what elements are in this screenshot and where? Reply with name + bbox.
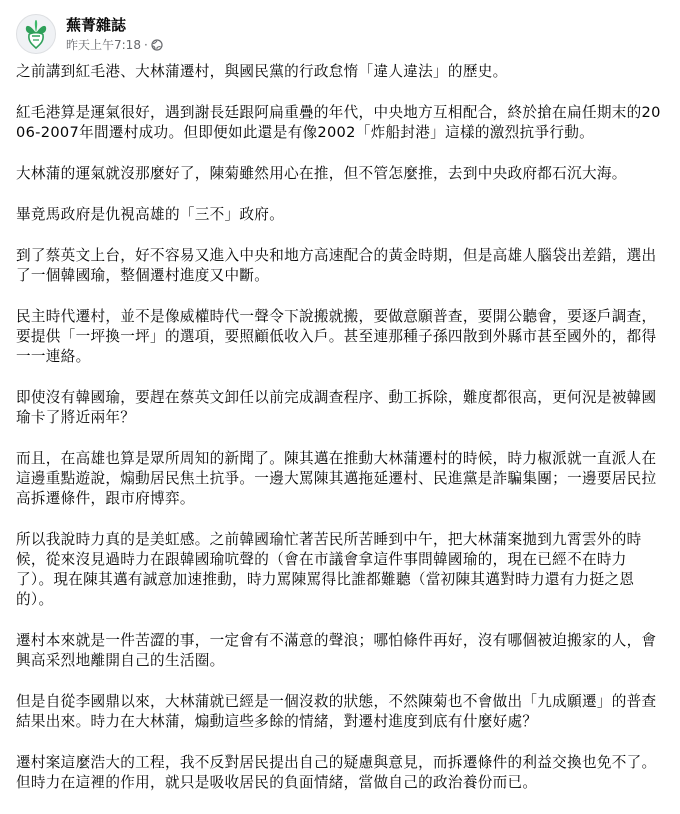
post-paragraph: 所以我說時力真的是美虹感。之前韓國瑜忙著苦民所苦睡到中午，把大林蒲案拋到九霄雲外的時候，從來沒見過時力在跟韓國瑜吭聲的（會在市議會拿這件事問韓國瑜的，現在已經不在時力了）。現在陳其邁有誠意加速推動，時力罵陳罵得比誰都難聽（當初陳其邁對時力還有力挺之恩的）。 — [16, 531, 642, 608]
post-paragraph: 遷村案這麼浩大的工程，我不反對居民提出自己的疑慮與意見，而拆遷條件的利益交換也免不了。但時力在這裡的作用，就只是吸收居民的負面情緒，當做自己的政治養份而已。 — [16, 754, 657, 791]
post-paragraph: 畢竟馬政府是仇視高雄的「三不」政府。 — [16, 206, 285, 223]
turnip-icon — [19, 17, 53, 51]
post-paragraph: 但是自從李國鼎以來，大林蒲就已經是一個沒救的狀態，不然陳菊也不會做出「九成願遷」的普查結果出來。時力在大林蒲，煽動這些多餘的情緒，對遷村進度到底有什麼好處？ — [16, 693, 657, 730]
post-paragraph: 到了蔡英文上台，好不容易又進入中央和地方高速配合的黃金時期，但是高雄人腦袋出差錯，選出了一個韓國瑜，整個遷村進度又中斷。 — [16, 247, 657, 284]
post-header — [16, 10, 163, 58]
page-name[interactable]: 蕪菁雜誌 — [66, 15, 127, 34]
post-time-row — [66, 37, 163, 53]
post-meta — [66, 16, 163, 53]
post-paragraph: 民主時代遷村，並不是像威權時代一聲令下說搬就搬，要做意願普查，要開公聽會，要逐戶調查，要提供「一坪換一坪」的選項，要照顧低收入戶。甚至連那種子孫四散到外縣市甚至國外的，都得一一連絡。 — [16, 308, 657, 365]
page-avatar[interactable] — [16, 14, 56, 54]
meta-separator: · — [143, 37, 148, 52]
post-paragraph: 大林蒲的運氣就沒那麼好了，陳菊雖然用心在推，但不管怎麼推，去到中央政府都石沉大海。 — [16, 165, 627, 182]
post-body — [16, 62, 664, 814]
post-paragraph: 紅毛港算是運氣很好，遇到謝長廷跟阿扁重疊的年代，中央地方互相配合，終於搶在扁任期末的2006-2007年間遷村成功。但即便如此還是有像2002「炸船封港」這樣的激烈抗爭行動。 — [16, 104, 661, 141]
post-timestamp[interactable]: 昨天上午7:18 — [66, 37, 141, 52]
globe-icon[interactable] — [151, 39, 163, 51]
post-paragraph: 即使沒有韓國瑜，要趕在蔡英文卸任以前完成調查程序、動工拆除，難度都很高，更何況是被韓國瑜卡了將近兩年？ — [16, 389, 657, 426]
post-paragraph: 遷村本來就是一件苦澀的事，一定會有不滿意的聲浪；哪怕條件再好，沒有哪個被迫搬家的人，會興高采烈地離開自己的生活圈。 — [16, 632, 657, 669]
post-paragraph: 而且，在高雄也算是眾所周知的新聞了。陳其邁在推動大林蒲遷村的時候，時力椒派就一直派人在這邊重點遊說，煽動居民焦土抗爭。一邊大罵陳其邁拖延遷村、民進黨是詐騙集團；一邊要居民拉高拆遷條件，跟市府博弈。 — [16, 450, 657, 507]
post-paragraph: 之前講到紅毛港、大林蒲遷村，與國民黨的行政怠惰「違人違法」的歷史。 — [16, 63, 508, 80]
